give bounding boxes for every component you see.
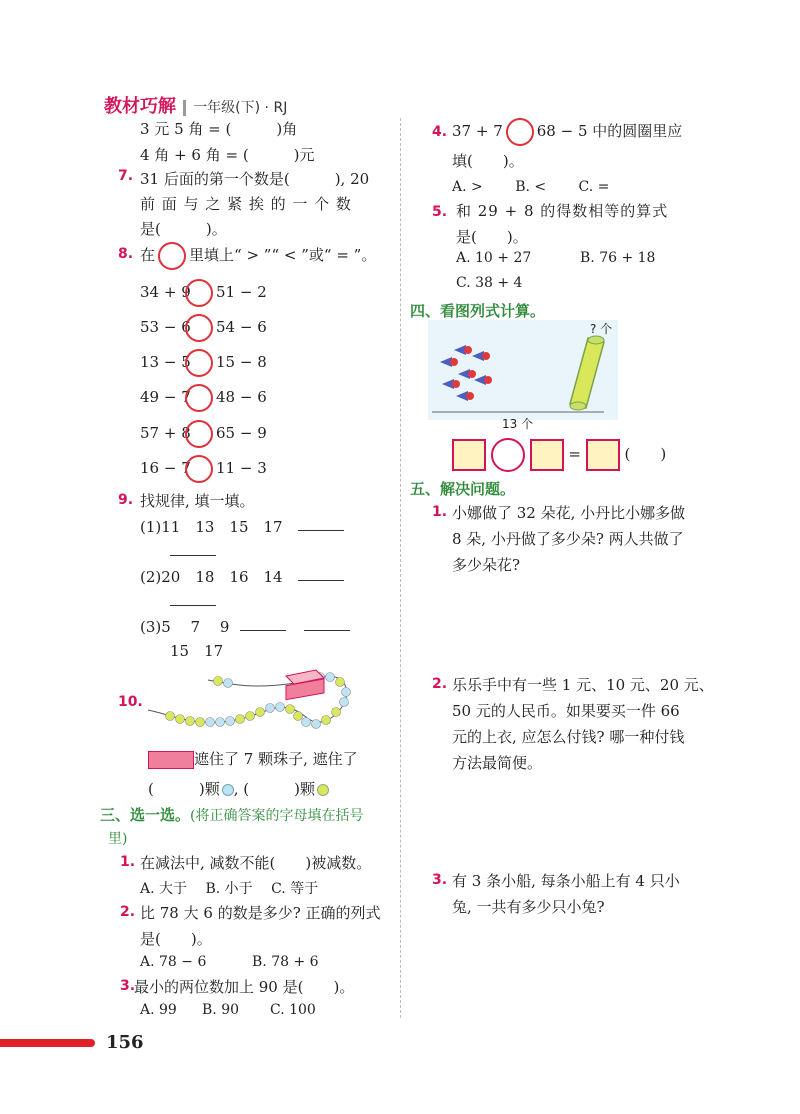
c5-number: 5. [432,204,448,220]
unit-paren: ( ) [624,445,667,463]
q8-row [140,384,267,412]
eraser-cover [286,670,324,700]
section-3-note-cont: 里) [108,831,128,847]
q8-left: 57 + 8 [140,424,191,442]
c5-option-b: B. 76 + 18 [580,250,656,266]
q9-seq3-cont: 15 17 [170,642,224,660]
q7-line3: 是( )。 [140,220,227,238]
c2-option-b: B. 78 + 6 [252,954,319,970]
q10-text2a: ( )颗 [148,780,220,798]
answer-blank[interactable] [240,630,286,631]
c2-text: 比 78 大 6 的数是多少? 正确的列式 [140,904,381,922]
compare-circle [158,242,186,270]
header-title: 教材巧解 [104,96,176,117]
p1-line1: 小娜做了 32 朵花, 小丹比小娜多做 [452,504,686,522]
section-3-header [100,804,363,825]
q8-row [140,279,267,307]
q9-seq3: (3)5 7 9 [140,618,230,636]
q8-number: 8. [118,246,134,262]
q8-right: 15 − 8 [216,353,267,371]
q8-left: 49 − 7 [140,388,191,406]
q8-right: 51 − 2 [216,283,267,301]
c3-option-a: A. 99 [140,1002,177,1018]
q8-row [140,420,267,448]
header-divider [183,100,186,116]
c1-number: 1. [120,854,136,870]
answer-circle[interactable] [185,420,213,448]
q7-line2: 前 面 与 之 紧 挨 的 一 个 数 [140,195,352,213]
c3-option-b: B. 90 [202,1002,240,1018]
c3-option-c: C. 100 [270,1002,316,1018]
c4-number: 4. [432,124,448,140]
q8-left: 16 − 7 [140,459,191,477]
q8-left: 53 − 6 [140,318,191,336]
c5-text: 和 29 + 8 的得数相等的算式 [456,202,669,220]
answer-blank[interactable] [304,630,350,631]
c4-options: A. > B. < C. = [452,179,610,195]
c5-option-c: C. 38 + 4 [456,275,523,291]
answer-circle[interactable] [185,384,213,412]
answer-circle[interactable] [185,314,213,342]
eraser-icon [148,751,194,769]
p2-line2: 50 元的人民币。如果要买一件 66 [452,702,680,720]
top-line-2: 4 角 + 6 角 = ( )元 [140,146,315,164]
answer-box[interactable] [452,439,486,471]
q9-seq2: (2)20 18 16 14 [140,568,283,586]
answer-circle[interactable] [506,118,534,146]
c4-line1 [452,118,682,146]
q10-line2 [148,778,329,799]
q10-text2b: , ( )颗 [233,780,315,798]
c3-number: 3. [120,978,136,994]
column-divider [400,118,401,1018]
q9-title: 找规律, 填一填。 [140,492,255,510]
c1-text: 在减法中, 减数不能( )被减数。 [140,854,372,872]
p1-line2: 8 朵, 小丹做了多少朵? 两人共做了 [452,530,684,548]
p2-line4: 方法最简便。 [452,754,543,772]
section-3-title: 三、选一选。 [100,806,191,824]
q10-text1: 遮住了 7 颗珠子, 遮住了 [194,750,358,768]
q10-line1 [148,748,358,769]
answer-circle[interactable] [185,279,213,307]
unknown-count-label: ? 个 [590,322,613,336]
c5-option-a: A. 10 + 27 [456,250,532,266]
blue-bead-icon [222,784,234,796]
header-subtitle: 一年级(下) · RJ [193,100,288,116]
header [104,92,287,118]
operator-circle[interactable] [491,438,525,472]
p3-line1: 有 3 条小船, 每条小船上有 4 只小 [452,872,680,890]
c5-text2: 是( )。 [456,228,528,246]
q7-number: 7. [118,168,134,184]
q9-number: 9. [118,492,134,508]
answer-blank[interactable] [298,580,344,581]
equals-sign: = [568,445,581,463]
p3-line2: 兔, 一共有多少只小兔? [452,898,605,916]
p2-line1: 乐乐手中有一些 1 元、10 元、20 元、 [452,676,714,694]
p1-line3: 多少朵花? [452,556,521,574]
yellow-bead-icon [317,784,329,796]
q10-number: 10. [118,694,143,710]
c2-option-a: A. 78 − 6 [140,954,207,970]
q8-pre: 在 [140,246,156,264]
c3-text: 最小的两位数加上 90 是( )。 [134,978,355,996]
p3-number: 3. [432,872,448,888]
c2-number: 2. [120,904,136,920]
c4-post: 68 − 5 中的圆圈里应 [536,122,683,140]
q8-left: 13 − 5 [140,353,191,371]
section-4-title: 四、看图列式计算。 [410,302,546,320]
answer-blank[interactable] [170,555,216,556]
bead-string-figure [148,664,358,736]
q7-line1: 31 后面的第一个数是( ), 20 [140,170,370,188]
answer-box[interactable] [530,439,564,471]
c1-options: A. 大于 B. 小于 C. 等于 [140,881,319,897]
q8-right: 48 − 6 [216,388,267,406]
q8-right: 54 − 6 [216,318,267,336]
total-count-label: 13 个 [502,417,534,431]
answer-box[interactable] [586,439,620,471]
answer-circle[interactable] [185,455,213,483]
c2-text2: 是( )。 [140,930,212,948]
top-line-1: 3 元 5 角 = ( )角 [140,120,298,138]
q8-left: 34 + 9 [140,283,191,301]
section-3-note: (将正确答案的字母填在括号 [190,808,364,824]
q8-row [140,314,267,342]
q8-instruction [140,242,376,270]
equation-boxes [452,438,666,472]
q8-right: 11 − 3 [216,459,267,477]
answer-blank[interactable] [170,605,216,606]
section-5-title: 五、解决问题。 [410,480,516,498]
answer-circle[interactable] [185,349,213,377]
q8-right: 65 − 9 [216,424,267,442]
p1-number: 1. [432,504,448,520]
answer-blank[interactable] [298,530,344,531]
p2-number: 2. [432,676,448,692]
q8-row [140,455,267,483]
c4-pre: 37 + 7 [452,122,503,140]
q8-post: 里填上“ > ”“ < ”或“ = ”。 [189,246,377,264]
q8-row [140,349,267,377]
c4-text2: 填( )。 [452,152,524,170]
footer-bar [0,1039,95,1047]
page-number: 156 [106,1032,144,1053]
p2-line3: 元的上衣, 应怎么付钱? 哪一种付钱 [452,728,685,746]
q9-seq1: (1)11 13 15 17 [140,518,283,536]
